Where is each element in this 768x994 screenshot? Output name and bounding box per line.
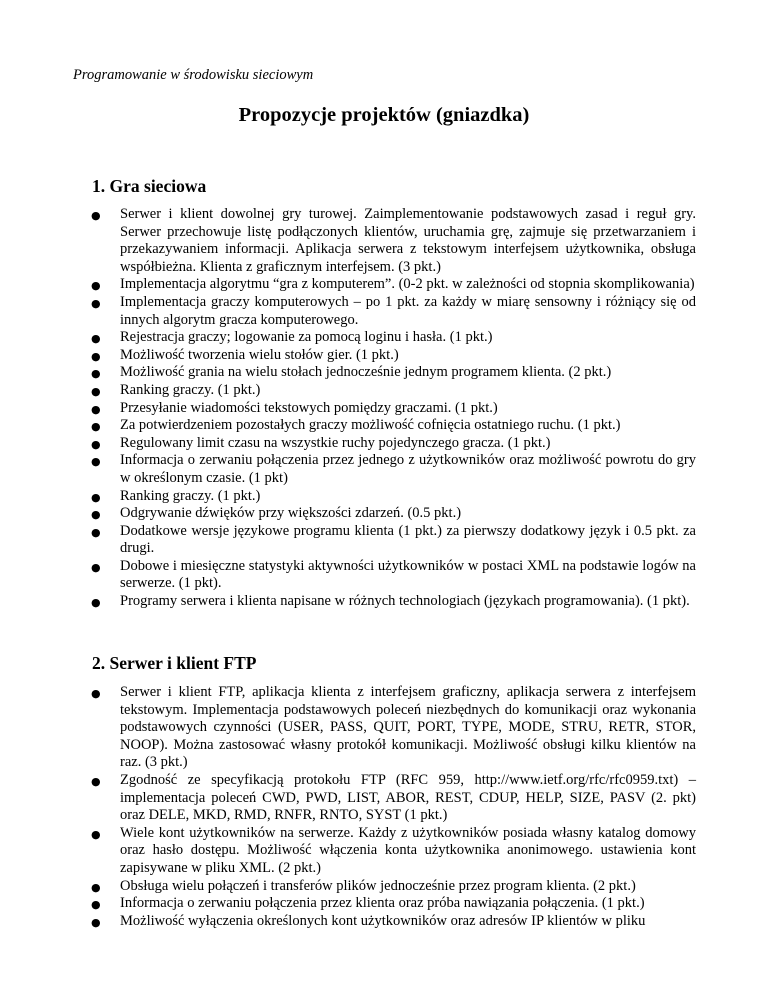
list-item: ● Regulowany limit czasu na wszystkie ruchy pojedynczego gracza. (1 pkt.) (120, 435, 696, 453)
bullet-icon: ● (91, 437, 101, 451)
list-item: ● Odgrywanie dźwięków przy większości zdarzeń. (0.5 pkt.) (120, 505, 696, 523)
bullet-icon: ● (91, 508, 101, 522)
list-item: ● Ranking graczy. (1 pkt.) (120, 382, 696, 400)
list-item: ● Programy serwera i klienta napisane w różnych technologiach (językach programowania). (1 pkt). (120, 593, 696, 611)
list-item: ● Przesyłanie wiadomości tekstowych pomiędzy graczami. (1 pkt.) (120, 400, 696, 418)
bullet-icon: ● (91, 209, 101, 222)
bullet-icon: ● (91, 560, 101, 574)
list-item: ● Ranking graczy. (1 pkt.) (120, 488, 696, 506)
section-list-ftp (91, 684, 696, 930)
list-item: ● Za potwierdzeniem pozostałych graczy możliwość cofnięcia ostatniego ruchu. (1 pkt.) (120, 417, 696, 435)
section-heading-game: 1. Gra sieciowa (92, 176, 207, 196)
list-item: ● Implementacja graczy komputerowych – po 1 pkt. za każdy w miarę sensowny i różniący się od innych algorytm gracza komputerowego. (91, 293, 696, 328)
bullet-icon: ● (91, 296, 101, 310)
bullet-icon: ● (91, 827, 101, 841)
page-title: Propozycje projektów (gniazdka) (238, 104, 530, 126)
bullet-icon: ● (91, 455, 101, 469)
bullet-icon: ● (91, 402, 101, 416)
list-item: ● Możliwość grania na wielu stołach jednocześnie jednym programem klienta. (2 pkt.) (120, 364, 696, 382)
bullet-icon: ● (91, 490, 101, 504)
running-header: Programowanie w środowisku sieciowym (73, 67, 314, 83)
bullet-icon: ● (91, 915, 101, 929)
list-item: ● Dodatkowe wersje językowe programu klienta (1 pkt.) za pierwszy dodatkowy język i 0.5 pkt. za drugi. (91, 522, 696, 557)
list-item: ● Serwer i klient dowolnej gry turowej. Zaimplementowanie podstawowych zasad i reguł gry. Serwer przechowuje listę podłączonych klientów, uruchamia grę, zajmuje się przetwarzaniem i przekazywaniem informacji. Aplikacja serwera z tekstowym interfejsem użytkownika, obsługa współbieżna. Klienta z graficznym interfejsem. (3 pkt.) (91, 206, 696, 275)
list-item: ● Informacja o zerwaniu połączenia przez jednego z użytkowników oraz możliwość powrotu do gry w określonym czasie. (1 pkt) (91, 452, 696, 486)
list-item: ● Obsługa wielu połączeń i transferów plików jednocześnie przez program klienta. (2 pkt.) (120, 878, 696, 896)
list-item: ● Zgodność ze specyfikacją protokołu FTP (RFC 959, http://www.ietf.org/rfc/rfc0959.txt) – implementacja poleceń CWD, PWD, LIST, ABOR, REST, CDUP, HELP, SIZE, PASV (2. pkt) oraz DELE, MKD, RMD, RNFR, RNTO, SYST (1 pkt.) (91, 771, 696, 824)
bullet-icon: ● (91, 349, 101, 363)
list-item: ● Możliwość wyłączenia określonych kont użytkowników oraz adresów IP klientów w pliku (120, 913, 696, 931)
section-list-game (91, 206, 696, 611)
bullet-icon: ● (91, 774, 101, 788)
bullet-icon: ● (91, 525, 101, 539)
list-item: ● Implementacja algorytmu “gra z komputerem”. (0-2 pkt. w zależności od stopnia skomplikowania) (120, 276, 696, 294)
bullet-icon: ● (91, 367, 101, 381)
list-item: ● Rejestracja graczy; logowanie za pomocą loginu i hasła. (1 pkt.) (120, 329, 696, 347)
bullet-icon: ● (91, 420, 101, 434)
bullet-icon: ● (91, 687, 101, 700)
bullet-icon: ● (91, 384, 101, 398)
list-item: ● Możliwość tworzenia wielu stołów gier. (1 pkt.) (120, 347, 696, 365)
list-item: ● Serwer i klient FTP, aplikacja klienta z interfejsem graficzny, aplikacja serwera z interfejsem tekstowym. Implementacja podstawowych poleceń niezbędnych do komunikacji oraz wykonania podstawowych czynności (USER, PASS, QUIT, PORT, TYPE, MODE, STRU, RETR, STOR, NOOP). Można zastosować własny protokół komunikacji. Możliwość obsługi kilku klientów na raz. (3 pkt.) (91, 684, 696, 771)
bullet-icon: ● (91, 332, 101, 346)
bullet-icon: ● (91, 279, 101, 293)
bullet-icon: ● (91, 880, 101, 894)
bullet-icon: ● (91, 898, 101, 912)
list-item: ● Wiele kont użytkowników na serwerze. Każdy z użytkowników posiada własny katalog domowy oraz hasło dostępu. Możliwość włączenia konta użytkownika anonimowego. ustawienia kont zapisywane w pliku XML. (2 pkt.) (91, 824, 696, 876)
list-item: ● Dobowe i miesięczne statystyki aktywności użytkowników w postaci XML na podstawie logów na serwerze. (1 pkt). (91, 557, 696, 592)
bullet-icon: ● (91, 596, 101, 610)
section-heading-ftp: 2. Serwer i klient FTP (92, 653, 257, 673)
list-item: ● Informacja o zerwaniu połączenia przez klienta oraz próba nawiązania połączenia. (1 pkt.) (120, 895, 696, 913)
